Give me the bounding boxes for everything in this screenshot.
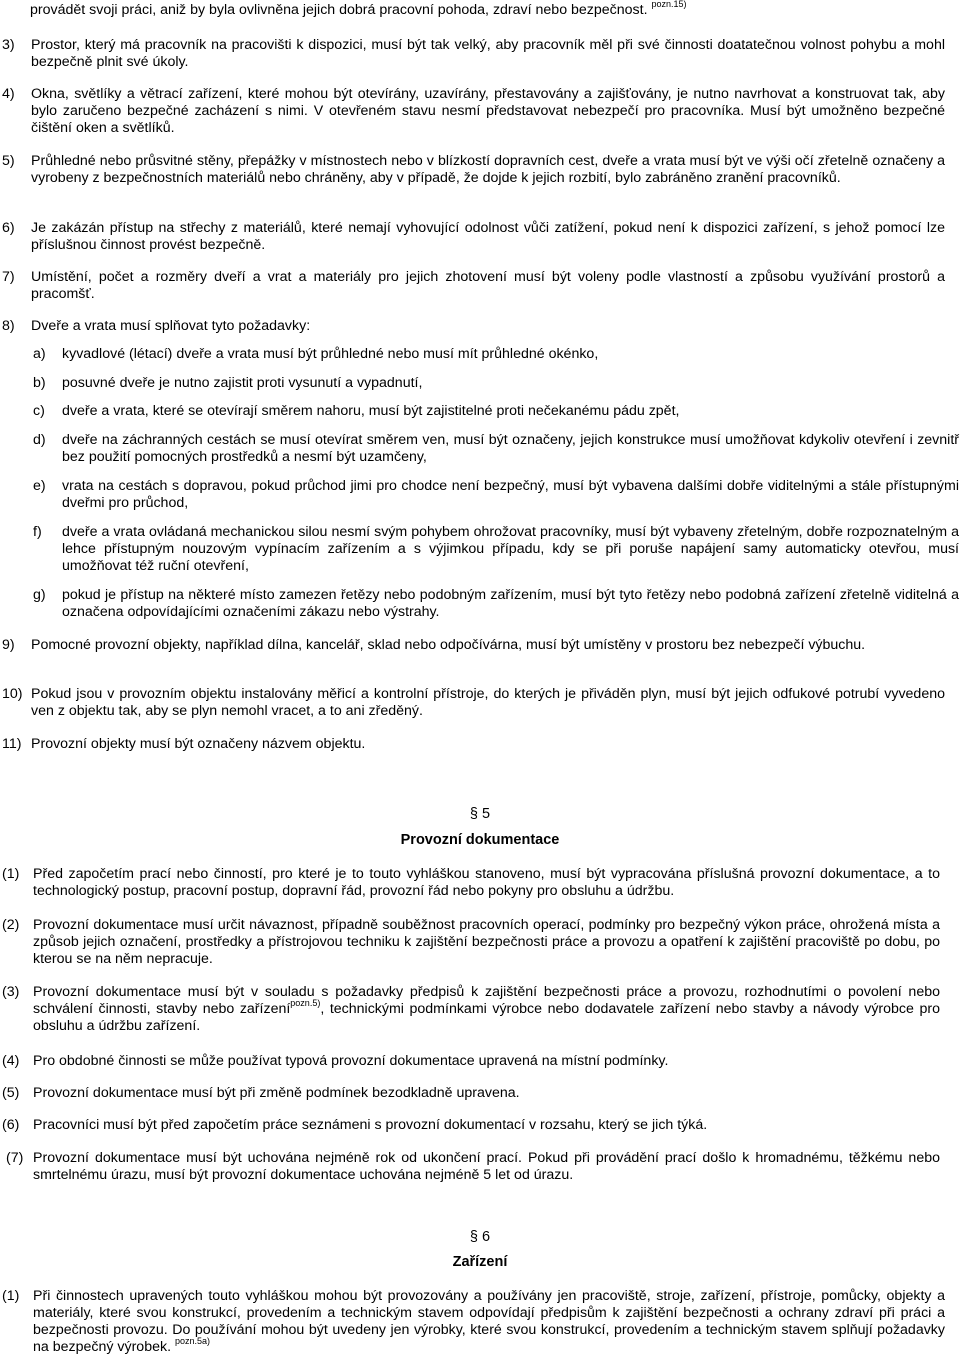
list-item xyxy=(2,984,940,1035)
item-text: Dveře a vrata musí splňovat tyto požadavky: xyxy=(31,318,311,334)
item-number: 7) xyxy=(2,269,15,285)
continuation-text: provádět svoji práci, aniž by byla ovlivněna jejich dobrá pracovní pohoda, zdraví nebo bezpečnost. xyxy=(30,2,648,18)
sub-item-letter: b) xyxy=(33,375,46,391)
sub-list-item xyxy=(33,403,945,420)
item-number: 6) xyxy=(2,220,15,236)
item-number: 3) xyxy=(2,37,15,53)
item-number: 11) xyxy=(2,736,22,752)
list-item xyxy=(2,736,945,753)
item-number: (4) xyxy=(2,1053,20,1069)
item-text: Pro obdobné činnosti se může používat typová provozní dokumentace upravená na místní podmínky. xyxy=(33,1053,669,1069)
item-text: Umístění, počet a rozměry dveří a vrat a materiály pro jejich zhotovení musí být voleny podle vlastností a způsobu využívání prostorů a pracomšť. xyxy=(31,269,945,302)
list-item xyxy=(2,1085,940,1102)
item-number: (5) xyxy=(2,1085,20,1101)
sub-list-item xyxy=(33,478,959,512)
item-text: Před započetím prací nebo činností, pro které je to touto vyhláškou stanoveno, musí být vypracována příslušná provozní dokumentace, a to technologický postup, pracovní postup, dopravní řád, provozní řád nebo pokyny pro obsluhu a údržbu. xyxy=(33,866,940,899)
sub-item-text: dveře na záchranných cestách se musí otevírat směrem ven, musí být označeny, jejich konstrukce musí umožňovat kdykoliv otevření i zevnitř bez použití pomocných prostředků a nesmí být uzamčeny, xyxy=(62,432,959,465)
footnote-ref: pozn.15) xyxy=(651,0,687,10)
item-number: (2) xyxy=(2,917,20,933)
list-item xyxy=(2,318,945,335)
item-text-cont: , technickými podmínkami výrobce nebo dodavatele zařízení nebo stavby a návody výrobce pro obsluhu a údržbu zařízení. xyxy=(33,1001,940,1034)
continuation-line xyxy=(30,2,950,19)
list-item xyxy=(2,269,945,303)
item-text: Provozní dokumentace musí být při změně podmínek bezodkladně upravena. xyxy=(33,1085,520,1101)
item-text: Provozní objekty musí být označeny názvem objektu. xyxy=(31,736,366,752)
item-text: Provozní dokumentace musí být v souladu s požadavky předpisů k zajištění bezpečnosti práce a provozu, rozhodnutími o povolení nebo schválení činnosti, stavby nebo zařízení xyxy=(33,984,940,1017)
item-number: 5) xyxy=(2,153,15,169)
sub-item-text: pokud je přístup na některé místo zamezen řetězy nebo podobným zařízením, musí být tyto řetězy nebo podobná zařízení zřetelně viditelná a označena odpovídajícími označeními zákazu nebo výstrahy. xyxy=(62,587,959,620)
sub-list-item xyxy=(33,375,945,392)
list-item xyxy=(2,686,945,720)
item-text: Je zakázán přístup na střechy z materiálů, které nemají vyhovující odolnost vůči zatížení, pokud není k dispozici zařízení, s jehož pomocí lze příslušnou činnost provést bezpečně. xyxy=(31,220,945,253)
item-text: Pomocné provozní objekty, například dílna, kancelář, sklad nebo odpočívárna, musí být umístěny v prostoru bez nebezpečí výbuchu. xyxy=(31,637,866,653)
sub-list-item xyxy=(33,432,959,466)
item-text: Provozní dokumentace musí být uchována nejméně rok od ukončení prací. Pokud při provádění prací došlo k hromadnému, těžkému nebo smrtelnému úrazu, musí být provozní dokumentace uchována nejméně 5 let od úrazu. xyxy=(33,1150,940,1183)
sub-item-letter: e) xyxy=(33,478,46,494)
sub-list-item xyxy=(33,524,959,575)
sub-list-item xyxy=(33,587,959,621)
item-number: 9) xyxy=(2,637,15,653)
sub-item-text: kyvadlové (létací) dveře a vrata musí být průhledné nebo musí mít průhledné okénko, xyxy=(62,346,599,362)
item-text: Při činnostech upravených touto vyhláškou mohou být provozovány a používány jen pracoviště, stroje, zařízení, přístroje, pomůcky, objekty a materiály, které svou konstrukcí, provedením a technickým stavem odpovídají předpisům k zajištění bezpečnosti a ochrany zdraví při práci a bezpečnosti provozu. Do používání mohou být uvedeny jen výrobky, které svou konstrukcí, provedením a technickým stavem splňují požadavky na bezpečný výrobek. xyxy=(33,1288,945,1355)
item-number: 8) xyxy=(2,318,15,334)
sub-item-text: posuvné dveře je nutno zajistit proti vysunutí a vypadnutí, xyxy=(62,375,423,391)
sub-item-letter: d) xyxy=(33,432,46,448)
item-number: 4) xyxy=(2,86,15,102)
list-item xyxy=(2,1288,945,1356)
list-item xyxy=(2,220,945,254)
sub-item-letter: f) xyxy=(33,524,42,540)
list-item xyxy=(2,1053,940,1070)
footnote-ref: pozn.5a) xyxy=(174,1336,211,1347)
item-text: Okna, světlíky a větrací zařízení, které mohou být otevírány, uzavírány, přestavovány a zajišťovány, je nutno navrhovat a konstruovat tak, aby bylo zaručeno bezpečné zacházení s nimi. V otevřeném stavu nesmí představovat nebezpečí pro pracovníka. Musí být umožněno bezpečné čištění oken a světlíků. xyxy=(31,86,945,136)
item-text: Prostor, který má pracovník na pracovišti k dispozici, musí být tak velký, aby pracovník měl při své činnosti doatatečnou volnost pohybu a mohl bezpečně plnit své úkoly. xyxy=(31,37,945,70)
list-item xyxy=(6,1150,940,1184)
item-number: (6) xyxy=(2,1117,20,1133)
sub-item-letter: g) xyxy=(33,587,46,603)
section-title: Provozní dokumentace xyxy=(400,832,560,848)
list-item xyxy=(2,866,940,900)
list-item xyxy=(2,917,940,968)
sub-item-text: dveře a vrata ovládaná mechanickou silou nesmí svým pohybem ohrožovat pracovníky, musí být vybaveny zřetelným, dobře rozpoznatelným a lehce přístupným nouzovým vypínacím zařízením a s výjimkou případu, kdy se při poruše napájení samy automaticky otevřou, musí umožňovat též ruční otevření, xyxy=(62,524,959,574)
item-number: 10) xyxy=(2,686,23,702)
list-item xyxy=(2,86,945,137)
item-text: Pracovníci musí být před započetím práce seznámeni s provozní dokumentací v rozsahu, který se jich týká. xyxy=(33,1117,708,1133)
item-number: (7) xyxy=(6,1150,24,1166)
section-title: Zařízení xyxy=(452,1254,508,1270)
list-item xyxy=(2,1117,940,1134)
sub-item-letter: c) xyxy=(33,403,45,419)
section-number: § 5 xyxy=(469,806,491,822)
sub-item-letter: a) xyxy=(33,346,46,362)
item-number: (1) xyxy=(2,1288,20,1304)
section-number: § 6 xyxy=(469,1229,491,1245)
list-item xyxy=(2,637,945,654)
item-number: (3) xyxy=(2,984,20,1000)
list-item xyxy=(2,37,945,71)
sub-item-text: dveře a vrata, které se otevírají směrem nahoru, musí být zajistitelné proti nečekanému pádu zpět, xyxy=(62,403,680,419)
footnote-ref: pozn.5) xyxy=(290,998,321,1009)
item-number: (1) xyxy=(2,866,20,882)
item-text: Pokud jsou v provozním objektu instalovány měřicí a kontrolní přístroje, do kterých je přiváděn plyn, musí být jejich odfukové potrubí vyvedeno ven z objektu tak, aby se plyn nemohl vracet, a to ani zředěný. xyxy=(31,686,945,719)
item-text: Průhledné nebo průsvitné stěny, přepážky v místnostech nebo v blízkostí dopravních cest, dveře a vrata musí být ve výši očí zřetelně označeny a vyrobeny z bezpečnostních materiálů nebo chráněny, aby v případě, že dojde k jejich rozbití, bylo zabráněno zranění pracovníků. xyxy=(31,153,945,186)
sub-list-item xyxy=(33,346,945,363)
item-text: Provozní dokumentace musí určit návaznost, případně souběžnost pracovních operací, podmínky pro bezpečný výkon práce, ohrožená místa a způsob jejich označení, prostředky a přístrojovou techniku k zajištění bezpečnosti práce a provozu a opatření k zajištění pracoviště po dobu, po kterou se na něm nepracuje. xyxy=(33,917,940,967)
sub-item-text: vrata na cestách s dopravou, pokud průchod jimi pro chodce není bezpečný, musí být vybavena dalšími dobře viditelnými a stále přístupnými dveřmi pro průchod, xyxy=(62,478,959,511)
list-item xyxy=(2,153,945,187)
